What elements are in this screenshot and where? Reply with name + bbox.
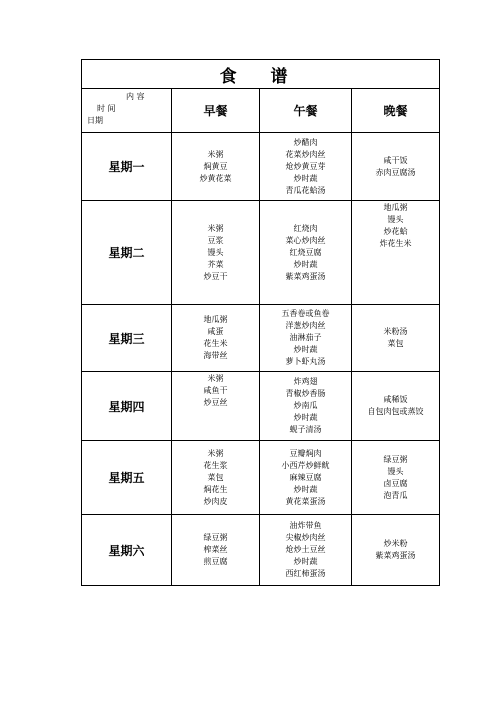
dish: 炒时蔬 xyxy=(293,173,318,183)
dish: 小西芹炒鲜鱿 xyxy=(281,460,330,470)
day-row xyxy=(82,133,440,201)
dish: 赤肉豆腐汤 xyxy=(375,167,416,177)
corner-label-content: 内 容 xyxy=(126,92,145,101)
dish: 萝卜虾丸汤 xyxy=(285,357,326,366)
lunch-cell xyxy=(260,372,352,441)
breakfast-cell xyxy=(172,133,260,201)
day-row xyxy=(82,305,440,372)
dish: 炒时蔬 xyxy=(293,413,318,422)
lunch-cell xyxy=(260,441,352,515)
dish: 炒时蔬 xyxy=(293,259,318,269)
dinner-cell xyxy=(352,201,440,305)
breakfast-cell xyxy=(172,372,260,441)
breakfast-cell xyxy=(172,515,260,586)
dish: 炸鸡翅 xyxy=(293,377,318,386)
dish: 油炸带鱼 xyxy=(289,521,322,530)
dish: 炸花生米 xyxy=(379,239,412,248)
dish: 麻辣豆腐 xyxy=(289,472,322,482)
day-row xyxy=(82,515,440,586)
dish: 焖黄豆 xyxy=(203,161,228,171)
dish: 炒肉皮 xyxy=(203,496,228,506)
dish: 炒豆干 xyxy=(203,271,228,281)
dish: 炒醋肉 xyxy=(293,137,318,147)
dinner-cell xyxy=(352,372,440,441)
dish: 米粥 xyxy=(207,223,224,233)
dish: 豆浆 xyxy=(207,235,224,245)
dish: 花菜炒肉丝 xyxy=(285,149,326,159)
dish: 米粉汤 xyxy=(383,327,408,336)
breakfast-cell xyxy=(172,305,260,372)
dish: 红烧豆腐 xyxy=(289,247,322,257)
dish: 自包肉包或蒸饺 xyxy=(367,407,424,416)
lunch-cell xyxy=(260,515,352,586)
dish: 炒时蔬 xyxy=(293,345,318,354)
dinner-cell xyxy=(352,305,440,372)
dish: 绿豆粥 xyxy=(203,533,228,542)
dish: 咸干饭 xyxy=(383,155,408,165)
day-name: 星期五 xyxy=(82,441,172,515)
dish: 紫菜鸡蛋汤 xyxy=(285,271,326,281)
dish: 炒黄花菜 xyxy=(199,173,232,183)
dish: 油淋茄子 xyxy=(289,333,322,342)
dish: 馒头 xyxy=(387,215,404,224)
dish: 卤豆腐 xyxy=(383,478,408,488)
header-lunch: 午餐 xyxy=(260,89,352,133)
corner-label-time: 时 间 xyxy=(97,104,116,113)
header-dinner: 晚餐 xyxy=(352,89,440,133)
dish: 洋葱炒肉丝 xyxy=(285,321,326,330)
dish: 蚬子清汤 xyxy=(289,425,322,434)
dish: 五香卷或鱼卷 xyxy=(281,309,330,318)
dish: 芥菜 xyxy=(207,259,224,269)
dish: 炒米粉 xyxy=(383,539,408,548)
dish: 西红柿蛋汤 xyxy=(285,569,326,578)
dish: 泡青瓜 xyxy=(383,490,408,500)
dish: 咸鱼干 xyxy=(203,386,228,395)
menu-table xyxy=(81,59,440,586)
dish: 地瓜粥 xyxy=(383,203,408,212)
day-name: 星期六 xyxy=(82,515,172,586)
day-name: 星期二 xyxy=(82,201,172,305)
dish: 馒头 xyxy=(207,247,224,257)
dish: 馒头 xyxy=(387,466,404,476)
dish: 炒花蛤 xyxy=(383,227,408,236)
dish: 花生浆 xyxy=(203,460,228,470)
dish: 豆瓣焖肉 xyxy=(289,448,322,458)
dish: 青瓜花蛤汤 xyxy=(285,185,326,195)
day-name: 星期三 xyxy=(82,305,172,372)
dish: 咸稀饭 xyxy=(383,395,408,404)
dish: 米粥 xyxy=(207,448,224,458)
day-row xyxy=(82,372,440,441)
lunch-cell xyxy=(260,133,352,201)
header-breakfast: 早餐 xyxy=(172,89,260,133)
dish: 菜心炒肉丝 xyxy=(285,235,326,245)
dish: 花生米 xyxy=(203,339,228,348)
dish: 咸蛋 xyxy=(207,327,224,336)
dish: 地瓜粥 xyxy=(203,315,228,324)
dish: 榨菜丝 xyxy=(203,545,228,554)
dish: 炝炒土豆丝 xyxy=(285,545,326,554)
dish: 菜包 xyxy=(387,339,404,348)
dinner-cell xyxy=(352,133,440,201)
dish: 炝炒黄豆芽 xyxy=(285,161,326,171)
breakfast-cell xyxy=(172,441,260,515)
day-row xyxy=(82,441,440,515)
dish: 炒豆丝 xyxy=(203,398,228,407)
corner-label-date: 日期 xyxy=(87,116,103,125)
day-name: 星期四 xyxy=(82,372,172,441)
dish: 米粥 xyxy=(207,149,224,159)
dish: 紫菜鸡蛋汤 xyxy=(375,551,416,560)
dish: 炒南瓜 xyxy=(293,401,318,410)
menu-title: 食 谱 xyxy=(82,60,440,89)
dish: 炒时蔬 xyxy=(293,484,318,494)
dish: 海带丝 xyxy=(203,351,228,360)
dish: 红烧肉 xyxy=(293,223,318,233)
day-row xyxy=(82,201,440,305)
breakfast-cell xyxy=(172,201,260,305)
dish: 焖花生 xyxy=(203,484,228,494)
dinner-cell xyxy=(352,515,440,586)
dish: 绿豆粥 xyxy=(383,454,408,464)
dish: 炒时蔬 xyxy=(293,557,318,566)
day-name: 星期一 xyxy=(82,133,172,201)
dish: 尖椒炒肉丝 xyxy=(285,533,326,542)
dish: 菜包 xyxy=(207,472,224,482)
lunch-cell xyxy=(260,201,352,305)
dish: 米粥 xyxy=(207,374,224,383)
lunch-cell xyxy=(260,305,352,372)
dish: 青椒炒香肠 xyxy=(285,389,326,398)
dish: 黄花菜蛋汤 xyxy=(285,496,326,506)
dinner-cell xyxy=(352,441,440,515)
header-corner-cell xyxy=(82,89,172,133)
dish: 煎豆腐 xyxy=(203,557,228,566)
